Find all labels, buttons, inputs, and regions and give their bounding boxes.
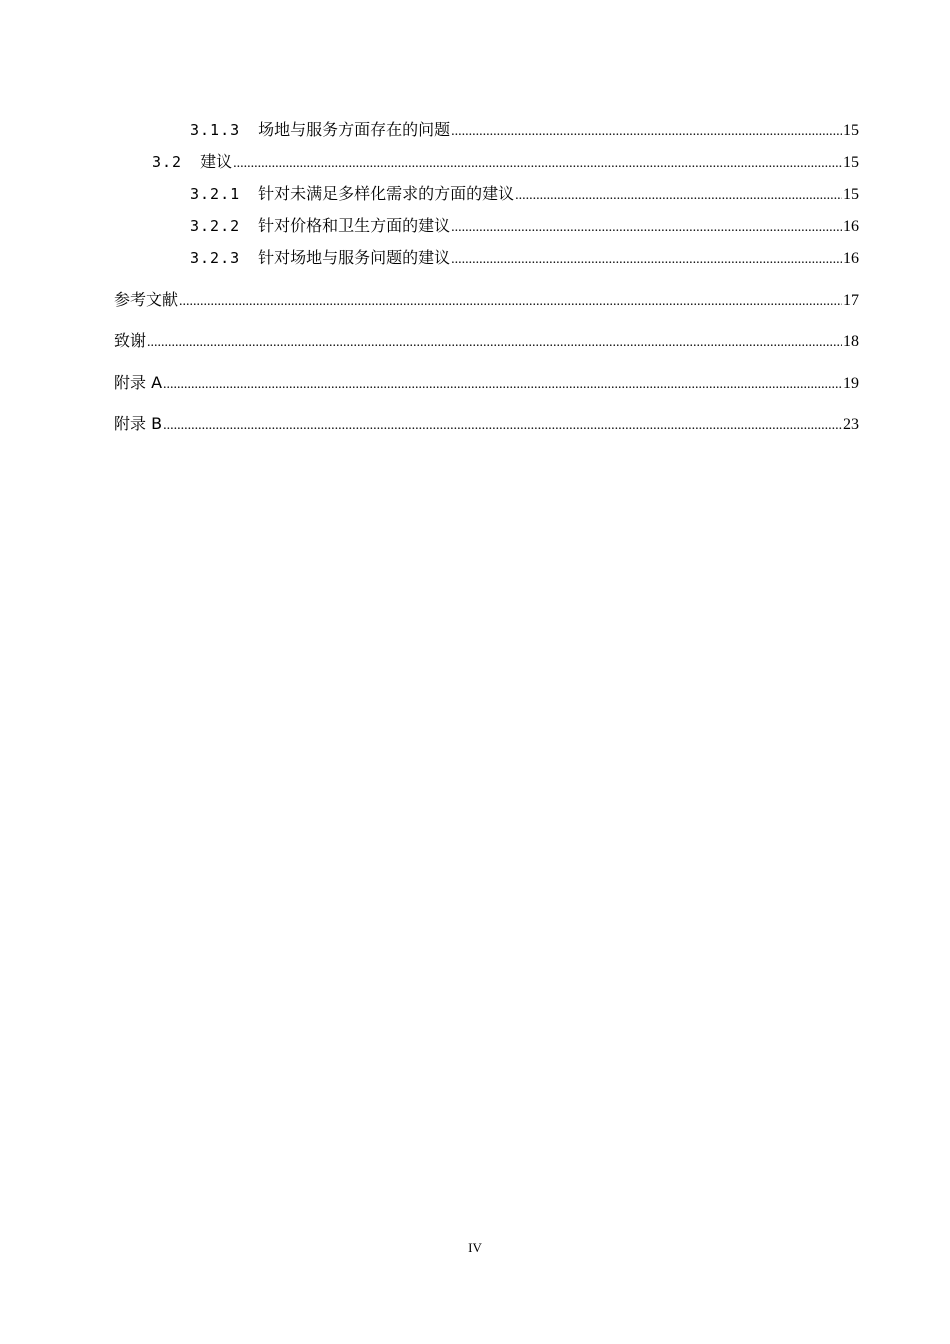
toc-entry-3-2[interactable] [152, 152, 859, 174]
toc-dot-leader [515, 186, 842, 206]
toc-entry-references[interactable] [114, 290, 859, 312]
toc-entry-title: 针对场地与服务问题的建议 [258, 248, 451, 267]
toc-entry-number: 3.2.1 [190, 185, 241, 203]
toc-entry-page: 15 [843, 186, 859, 203]
toc-entry-title: 针对未满足多样化需求的方面的建议 [258, 184, 515, 203]
toc-entry-title: 建议 [200, 152, 233, 171]
toc-dot-leader [451, 218, 842, 238]
toc-entry-page: 15 [843, 122, 859, 139]
toc-entry-appendix-a[interactable] [114, 373, 859, 395]
toc-entry-page: 16 [843, 218, 859, 235]
toc-entry-page: 23 [843, 416, 859, 433]
toc-dot-leader [163, 416, 842, 436]
toc-entry-number: 3.2.2 [190, 217, 241, 235]
toc-entry-number: 3.2 [152, 153, 183, 171]
toc-entry-page: 18 [843, 333, 859, 350]
toc-dot-leader [163, 375, 842, 395]
toc-dot-leader [147, 333, 842, 353]
toc-dot-leader [179, 292, 842, 312]
toc-entry-3-2-2[interactable] [190, 216, 859, 238]
toc-entry-title: 附录 B [114, 414, 163, 433]
toc-entry-3-1-3[interactable] [190, 120, 859, 142]
toc-entry-3-2-1[interactable] [190, 184, 859, 206]
toc-entry-page: 19 [843, 375, 859, 392]
toc-dot-leader [451, 250, 842, 270]
toc-entry-page: 17 [843, 292, 859, 309]
toc-entry-title: 针对价格和卫生方面的建议 [258, 216, 451, 235]
toc-entry-title: 致谢 [114, 331, 147, 350]
toc-entry-appendix-b[interactable] [114, 414, 859, 436]
toc-entry-title: 附录 A [114, 373, 163, 392]
toc-entry-page: 16 [843, 250, 859, 267]
toc-entry-number: 3.2.3 [190, 249, 241, 267]
toc-entry-title: 场地与服务方面存在的问题 [258, 120, 451, 139]
toc-dot-leader [451, 122, 842, 142]
toc-entry-page: 15 [843, 154, 859, 171]
toc-entry-title: 参考文献 [114, 290, 179, 309]
toc-entry-acknowledgements[interactable] [114, 331, 859, 353]
toc-entry-3-2-3[interactable] [190, 248, 859, 270]
toc-entry-number: 3.1.3 [190, 121, 241, 139]
toc-dot-leader [233, 154, 842, 174]
page-number-footer: IV [468, 1240, 482, 1255]
